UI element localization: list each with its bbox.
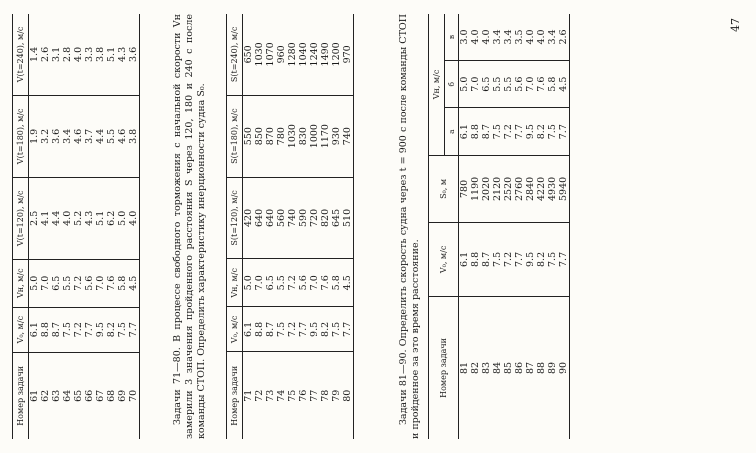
column-header: Vн, м/с (13, 259, 29, 307)
table-cell: 64 (62, 352, 73, 439)
column-header: Vн, м/с (227, 259, 243, 307)
table-cell: 5.1 (95, 177, 106, 259)
table-cell: 4220 (536, 155, 547, 222)
table-cell: 62 (40, 352, 51, 439)
table-row (309, 14, 320, 439)
table-cell: 86 (514, 296, 525, 439)
column-header: S₀, м (429, 155, 459, 222)
table-row (514, 14, 525, 439)
table-row (95, 14, 106, 439)
table-cell: 1.9 (29, 95, 41, 177)
table-row (254, 14, 265, 439)
table-cell: 4.0 (62, 177, 73, 259)
table-cell: 4.6 (73, 95, 84, 177)
table-cell: 2.8 (62, 14, 73, 95)
table-cell: 720 (309, 177, 320, 259)
table-cell: 7.5 (547, 222, 558, 296)
paragraph: Задачи 71—80. В процессе свободного торможения с начальной скорости Vн замерили 3 значения пройденного расстояния S через 120, 180 и 240 с после команды СТОП. Определить характеристику инерционности судна S₀. (172, 14, 207, 439)
table-cell: 3.2 (40, 95, 51, 177)
table-cell: 780 (276, 95, 287, 177)
table-cell: 7.0 (470, 60, 481, 107)
table-cell: 9.5 (525, 108, 536, 155)
table-cell: 8.8 (40, 307, 51, 352)
table-row (331, 14, 342, 439)
table-row (276, 14, 287, 439)
table-cell: 3.6 (128, 14, 140, 95)
table-cell: 8.2 (536, 222, 547, 296)
table-cell: 4.4 (51, 177, 62, 259)
table-cell: 63 (51, 352, 62, 439)
table-71-80 (226, 14, 354, 439)
table-row (320, 14, 331, 439)
table-cell: 510 (342, 177, 354, 259)
table-cell: 4.0 (73, 14, 84, 95)
table-cell: 4.1 (40, 177, 51, 259)
table-cell: 7.5 (276, 307, 287, 352)
table-cell: 650 (243, 14, 255, 95)
table-row (503, 14, 514, 439)
table-cell: 4.5 (128, 259, 140, 307)
table-cell: 7.5 (331, 307, 342, 352)
table-row (558, 14, 570, 439)
table-cell: 3.8 (128, 95, 140, 177)
table-cell: 2520 (503, 155, 514, 222)
table-cell: 740 (342, 95, 354, 177)
table-cell: 1040 (298, 14, 309, 95)
table-cell: 6.5 (265, 259, 276, 307)
table-row (243, 14, 255, 439)
table-cell: 6.1 (29, 307, 41, 352)
table-cell: 5.0 (243, 259, 255, 307)
table-cell: 8.8 (470, 222, 481, 296)
paragraph: Задачи 81—90. Определить скорость судна через t = 900 с после команды СТОП и пройденное за это время расстояние. (398, 14, 421, 439)
table-cell: 5.0 (117, 177, 128, 259)
table-cell: 5.8 (331, 259, 342, 307)
column-subheader: а (445, 108, 459, 155)
table-cell: 7.2 (503, 108, 514, 155)
table-cell: 7.2 (73, 307, 84, 352)
table-cell: 1200 (331, 14, 342, 95)
table-cell: 90 (558, 296, 570, 439)
table-cell: 1170 (320, 95, 331, 177)
table-cell: 1240 (309, 14, 320, 95)
table-cell: 7.7 (84, 307, 95, 352)
table-cell: 7.7 (558, 222, 570, 296)
table-cell: 7.5 (62, 307, 73, 352)
table-cell: 2840 (525, 155, 536, 222)
table-cell: 740 (287, 177, 298, 259)
table-cell: 7.7 (342, 307, 354, 352)
table-cell: 4.0 (470, 14, 481, 60)
table-cell: 5.6 (298, 259, 309, 307)
table-cell: 7.6 (106, 259, 117, 307)
task-81-90-text (398, 14, 422, 439)
table-cell: 1070 (265, 14, 276, 95)
table-cell: 7.0 (254, 259, 265, 307)
table-cell: 2.6 (40, 14, 51, 95)
table-cell: 5.5 (276, 259, 287, 307)
table-cell: 4.3 (117, 14, 128, 95)
table-cell: 70 (128, 352, 140, 439)
table-cell: 82 (470, 296, 481, 439)
table-cell: 4.5 (558, 60, 570, 107)
table-cell: 5.2 (73, 177, 84, 259)
table-cell: 8.7 (51, 307, 62, 352)
table-row (117, 14, 128, 439)
table-cell: 72 (254, 352, 265, 439)
task-71-80-text (172, 14, 208, 439)
table-cell: 2760 (514, 155, 525, 222)
column-header: V₀, м/с (227, 307, 243, 352)
table-cell: 640 (254, 177, 265, 259)
table-row (51, 14, 62, 439)
table-cell: 7.0 (309, 259, 320, 307)
table-cell: 4.0 (536, 14, 547, 60)
table-row (73, 14, 84, 439)
table-cell: 7.7 (298, 307, 309, 352)
table-cell: 420 (243, 177, 255, 259)
table-cell: 8.2 (536, 108, 547, 155)
table-cell: 7.0 (40, 259, 51, 307)
table-cell: 68 (106, 352, 117, 439)
table-cell: 2120 (492, 155, 503, 222)
column-header: Номер задачи (429, 296, 459, 439)
table-cell: 1030 (254, 14, 265, 95)
table-cell: 81 (459, 296, 471, 439)
table-cell: 6.5 (51, 259, 62, 307)
table-cell: 85 (503, 296, 514, 439)
table-cell: 88 (536, 296, 547, 439)
table-cell: 8.7 (265, 307, 276, 352)
table-cell: 550 (243, 95, 255, 177)
table-cell: 7.2 (503, 222, 514, 296)
table-81-90 (428, 14, 570, 439)
table-row (128, 14, 140, 439)
column-header: S(t=120), м/с (227, 177, 243, 259)
table-cell: 1.4 (29, 14, 41, 95)
page-number: 47 (729, 18, 742, 32)
table-cell: 560 (276, 177, 287, 259)
table-cell: 1030 (287, 95, 298, 177)
table-cell: 4.5 (342, 259, 354, 307)
table-cell: 850 (254, 95, 265, 177)
table-cell: 7.5 (492, 222, 503, 296)
table-row (106, 14, 117, 439)
table-cell: 830 (298, 95, 309, 177)
table-cell: 8.8 (470, 108, 481, 155)
table-cell: 7.2 (287, 307, 298, 352)
table-cell: 71 (243, 352, 255, 439)
column-subheader: б (445, 60, 459, 107)
table-cell: 5.1 (106, 14, 117, 95)
table-cell: 3.0 (459, 14, 471, 60)
table-cell: 5.5 (492, 60, 503, 107)
column-subheader: в (445, 14, 459, 60)
table-cell: 590 (298, 177, 309, 259)
table-cell: 83 (481, 296, 492, 439)
table-cell: 6.1 (459, 108, 471, 155)
table-cell: 2.6 (558, 14, 570, 60)
table-row (459, 14, 471, 439)
table-cell: 8.7 (481, 222, 492, 296)
table-cell: 9.5 (95, 307, 106, 352)
table-cell: 84 (492, 296, 503, 439)
table-cell: 7.7 (558, 108, 570, 155)
table-cell: 5.5 (503, 60, 514, 107)
table-cell: 67 (95, 352, 106, 439)
table-cell: 3.5 (514, 14, 525, 60)
table-cell: 79 (331, 352, 342, 439)
table-cell: 780 (459, 155, 471, 222)
table-cell: 820 (320, 177, 331, 259)
table-cell: 645 (331, 177, 342, 259)
table-cell: 4.0 (525, 14, 536, 60)
table-cell: 8.2 (106, 307, 117, 352)
table-row (84, 14, 95, 439)
table-cell: 69 (117, 352, 128, 439)
table-cell: 5940 (558, 155, 570, 222)
table-cell: 3.4 (492, 14, 503, 60)
table-cell: 5.0 (29, 259, 41, 307)
table-61-70 (12, 14, 140, 439)
table-cell: 1000 (309, 95, 320, 177)
table-row (470, 14, 481, 439)
table-cell: 2.5 (29, 177, 41, 259)
table-cell: 7.0 (95, 259, 106, 307)
table-row (481, 14, 492, 439)
table-row (62, 14, 73, 439)
table-cell: 74 (276, 352, 287, 439)
table-cell: 7.6 (320, 259, 331, 307)
column-header: Vн, м/с (429, 14, 445, 155)
column-header: V(t=180), м/с (13, 95, 29, 177)
table-cell: 89 (547, 296, 558, 439)
table-cell: 7.7 (514, 222, 525, 296)
table-row (492, 14, 503, 439)
table-cell: 960 (276, 14, 287, 95)
table-cell: 4.3 (84, 177, 95, 259)
table-cell: 3.4 (62, 95, 73, 177)
table-row (287, 14, 298, 439)
table-cell: 1280 (287, 14, 298, 95)
column-header: S(t=180), м/с (227, 95, 243, 177)
table-cell: 8.7 (481, 108, 492, 155)
table-cell: 8.2 (320, 307, 331, 352)
table-row (265, 14, 276, 439)
table-cell: 640 (265, 177, 276, 259)
table-cell: 3.3 (84, 14, 95, 95)
column-header: Номер задачи (13, 352, 29, 439)
table-cell: 5.8 (547, 60, 558, 107)
column-header: V₀, м/с (13, 307, 29, 352)
table-cell: 7.5 (547, 108, 558, 155)
column-header: V(t=240), м/с (13, 14, 29, 95)
table-row (536, 14, 547, 439)
table-cell: 7.0 (525, 60, 536, 107)
table-cell: 65 (73, 352, 84, 439)
table-cell: 5.0 (459, 60, 471, 107)
table-cell: 6.5 (481, 60, 492, 107)
table-cell: 5.6 (84, 259, 95, 307)
table-cell: 5.5 (62, 259, 73, 307)
table-cell: 7.7 (514, 108, 525, 155)
table-cell: 7.5 (492, 108, 503, 155)
table-cell: 3.7 (84, 95, 95, 177)
table-cell: 78 (320, 352, 331, 439)
table-cell: 7.2 (73, 259, 84, 307)
table-cell: 73 (265, 352, 276, 439)
table-cell: 5.5 (106, 95, 117, 177)
table-cell: 4.6 (117, 95, 128, 177)
table-cell: 77 (309, 352, 320, 439)
table-cell: 870 (265, 95, 276, 177)
table-cell: 7.5 (117, 307, 128, 352)
table-cell: 5.8 (117, 259, 128, 307)
table-cell: 66 (84, 352, 95, 439)
table-cell: 7.7 (128, 307, 140, 352)
column-header: V(t=120), м/с (13, 177, 29, 259)
table-cell: 75 (287, 352, 298, 439)
table-row (40, 14, 51, 439)
table-cell: 9.5 (309, 307, 320, 352)
table-cell: 61 (29, 352, 41, 439)
table-cell: 76 (298, 352, 309, 439)
table-cell: 7.2 (287, 259, 298, 307)
table-row (298, 14, 309, 439)
table-cell: 1490 (320, 14, 331, 95)
column-header: Номер задачи (227, 352, 243, 439)
table-cell: 87 (525, 296, 536, 439)
table-cell: 4.4 (95, 95, 106, 177)
table-cell: 8.8 (254, 307, 265, 352)
table-cell: 3.4 (547, 14, 558, 60)
table-cell: 6.1 (243, 307, 255, 352)
table-cell: 5.6 (514, 60, 525, 107)
table-cell: 3.4 (503, 14, 514, 60)
table-cell: 4.0 (128, 177, 140, 259)
table-cell: 2020 (481, 155, 492, 222)
column-header: S(t=240), м/с (227, 14, 243, 95)
table-row (342, 14, 354, 439)
table-cell: 3.8 (95, 14, 106, 95)
table-cell: 970 (342, 14, 354, 95)
table-cell: 6.1 (459, 222, 471, 296)
table-row (29, 14, 41, 439)
table-cell: 3.6 (51, 95, 62, 177)
table-cell: 6.2 (106, 177, 117, 259)
table-row (525, 14, 536, 439)
table-cell: 3.1 (51, 14, 62, 95)
table-cell: 4.0 (481, 14, 492, 60)
table-cell: 1190 (470, 155, 481, 222)
table-cell: 7.6 (536, 60, 547, 107)
table-cell: 80 (342, 352, 354, 439)
table-row (547, 14, 558, 439)
column-header: V₀, м/с (429, 222, 459, 296)
table-cell: 930 (331, 95, 342, 177)
table-cell: 9.5 (525, 222, 536, 296)
table-cell: 4930 (547, 155, 558, 222)
